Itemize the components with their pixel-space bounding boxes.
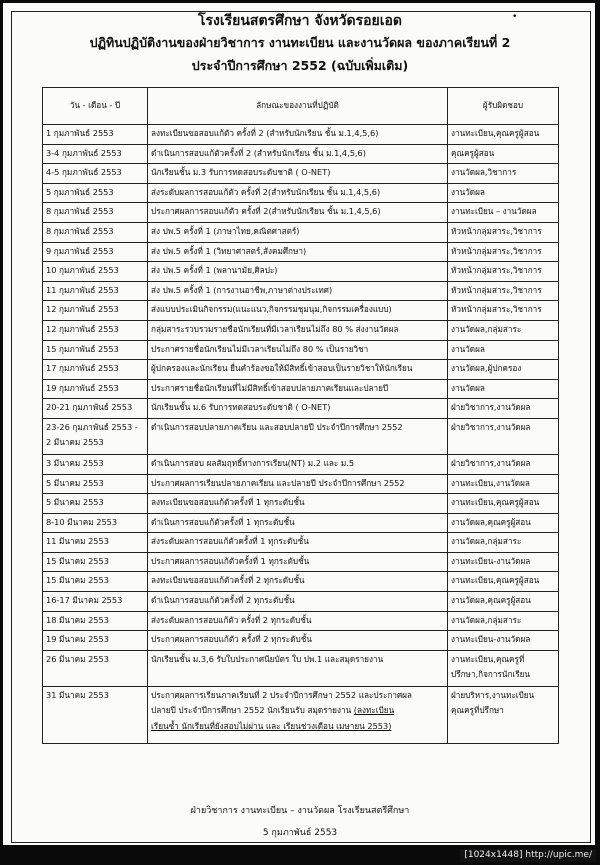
cell-owner: ฝ่ายวิชาการ,งานวัดผล xyxy=(448,399,559,419)
cell-task: ดำเนินการสอบปลายภาคเรียน และสอบปลายปี ประจำปีการศึกษา 2552 xyxy=(148,418,448,454)
cell-date: 26 มีนาคม 2553 xyxy=(43,650,148,686)
cell-date: 19 กุมภาพันธ์ 2553 xyxy=(43,379,148,399)
task-line: ปลายปี ประจำปีการศึกษา 2552 นักเรียนรับ สมุดรายงาน xyxy=(151,705,354,716)
table-row xyxy=(43,533,559,553)
cell-task: ส่งแบบประเมินกิจกรรม(แนะแนว,กิจกรรมชุมนุม,กิจกรรมเครื่องแบบ) xyxy=(148,301,448,321)
cell-date: 3 มีนาคม 2553 xyxy=(43,454,148,474)
table-row xyxy=(43,552,559,572)
cell-owner: หัวหน้ากลุ่มสาระ,วิชาการ xyxy=(448,242,559,262)
table-header-row xyxy=(43,88,559,125)
calendar-table xyxy=(42,87,559,744)
cell-date: 11 กุมภาพันธ์ 2553 xyxy=(43,281,148,301)
cell-task: ส่ง ปพ.5 ครั้งที่ 1 (พลานามัย,ศิลปะ) xyxy=(148,262,448,282)
cell-task: กลุ่มสาระรวบรวมรายชื่อนักเรียนที่มีเวลาเรียนไม่ถึง 80 % ส่งงานวัดผล xyxy=(148,320,448,340)
cell-date: 23-26 กุมภาพันธ์ 2553 - 2 มีนาคม 2553 xyxy=(43,418,148,454)
cell-owner: คุณครูผู้สอน xyxy=(448,144,559,164)
cell-task: ดำเนินการสอบแก้ตัวครั้งที่ 2 ทุกระดับชั้น xyxy=(148,592,448,612)
table-row xyxy=(43,592,559,612)
cell-date: 17 กุมภาพันธ์ 2553 xyxy=(43,360,148,380)
column-header-task: ลักษณะของงานที่ปฏิบัติ xyxy=(148,88,448,125)
cell-date: 12 กุมภาพันธ์ 2553 xyxy=(43,320,148,340)
table-row xyxy=(43,611,559,631)
table-row xyxy=(43,183,559,203)
cell-owner: หัวหน้ากลุ่มสาระ,วิชาการ xyxy=(448,262,559,282)
table-row xyxy=(43,242,559,262)
cell-task: ดำเนินการสอบแก้ตัวครั้งที่ 2 (สำหรับนักเรียน ชั้น ม.1,4,5,6) xyxy=(148,144,448,164)
cell-owner: งานทะเบียน,คุณครูผู้สอน xyxy=(448,494,559,514)
cell-task xyxy=(148,686,448,743)
cell-owner: งานวัดผล,คุณครูผู้สอน xyxy=(448,592,559,612)
cell-date: 8 กุมภาพันธ์ 2553 xyxy=(43,203,148,223)
cell-date: 16-17 มีนาคม 2553 xyxy=(43,592,148,612)
cell-date: 20-21 กุมภาพันธ์ 2553 xyxy=(43,399,148,419)
cell-owner: งานวัดผล xyxy=(448,379,559,399)
cell-owner: งานทะเบียน,คุณครูผู้สอน xyxy=(448,572,559,592)
cell-owner: หัวหน้ากลุ่มสาระ,วิชาการ xyxy=(448,222,559,242)
document-subtitle: ประจำปีการศึกษา 2552 (ฉบับเพิ่มเติม) xyxy=(191,58,409,73)
cell-date: 15 มีนาคม 2553 xyxy=(43,552,148,572)
cell-task: ประกาศผลการเรียนปลายภาคเรียน และปลายปี ประจำปีการศึกษา 2552 xyxy=(148,474,448,494)
table-row xyxy=(43,320,559,340)
cell-task: ดำเนินการสอบแก้ตัวครั้งที่ 1 ทุกระดับชั้น xyxy=(148,513,448,533)
watermark-stamp: [1024x1448] http://upic.me/ xyxy=(460,849,596,862)
cell-owner: งานวัดผล,กลุ่มสาระ xyxy=(448,320,559,340)
cell-task: นักเรียนชั้น ม.3,6 รับใบประกาศนียบัตร ใบ ปพ.1 และสมุดรายงาน xyxy=(148,650,448,686)
table-row xyxy=(43,686,559,743)
table-row xyxy=(43,222,559,242)
cell-date: 12 กุมภาพันธ์ 2553 xyxy=(43,301,148,321)
cell-task: ส่ง ปพ.5 ครั้งที่ 1 (การงานอาชีพ,ภาษาต่างประเทศ) xyxy=(148,281,448,301)
cell-owner: งานทะเบียน,คุณครูผู้สอน xyxy=(448,125,559,145)
cell-date: 10 กุมภาพันธ์ 2553 xyxy=(43,262,148,282)
cell-task: ประกาศผลการสอบแก้ตัว ครั้งที่ 2 ทุกระดับชั้น xyxy=(148,631,448,651)
task-line: ประกาศผลการเรียนภาคเรียนที่ 2 ประจำปีการศึกษา 2552 และประกาศผล xyxy=(151,689,412,700)
column-header-date: วัน - เดือน - ปี xyxy=(43,88,148,125)
table-row xyxy=(43,631,559,651)
column-header-owner: ผู้รับผิดชอบ xyxy=(448,88,559,125)
table-row xyxy=(43,144,559,164)
cell-date: 5 มีนาคม 2553 xyxy=(43,494,148,514)
table-row xyxy=(43,301,559,321)
footer-department: ฝ่ายวิชาการ งานทะเบียน – งานวัดผล โรงเรียนสตรีศึกษา xyxy=(190,806,410,816)
cell-owner: หัวหน้ากลุ่มสาระ,วิชาการ xyxy=(448,281,559,301)
cell-task: ส่งระดับผลการสอบแก้ตัว ครั้งที่ 2 ทุกระดับชั้น xyxy=(148,611,448,631)
table-row xyxy=(43,650,559,686)
owner-line: คุณครูที่ปรึกษา xyxy=(451,705,504,716)
table-row xyxy=(43,281,559,301)
cell-date: 8 กุมภาพันธ์ 2553 xyxy=(43,222,148,242)
cell-owner xyxy=(448,686,559,743)
cell-date: 18 มีนาคม 2553 xyxy=(43,611,148,631)
table-row xyxy=(43,454,559,474)
cell-task: ดำเนินการสอบ ผลสัมฤทธิ์ทางการเรียน(NT) ม.2 และ ม.5 xyxy=(148,454,448,474)
cell-owner: งานวัดผล xyxy=(448,340,559,360)
table-row xyxy=(43,125,559,145)
table-row xyxy=(43,203,559,223)
page-mark: • xyxy=(512,12,518,22)
cell-task: ส่ง ปพ.5 ครั้งที่ 1 (วิทยาศาสตร์,สังคมศึกษา) xyxy=(148,242,448,262)
cell-owner: งานวัดผล,ผู้ปกครอง xyxy=(448,360,559,380)
cell-task: ลงทะเบียนขอสอบแก้ตัวครั้งที่ 1 ทุกระดับชั้น xyxy=(148,494,448,514)
table-row xyxy=(43,164,559,184)
cell-task: ประกาศรายชื่อนักเรียนที่ไม่มีสิทธิ์เข้าสอบปลายภาคเรียนและปลายปี xyxy=(148,379,448,399)
cell-task: ส่งระดับผลการสอบแก้ตัวครั้งที่ 1 ทุกระดับชั้น xyxy=(148,533,448,553)
cell-date: 15 มีนาคม 2553 xyxy=(43,572,148,592)
table-row xyxy=(43,379,559,399)
cell-date: 1 กุมภาพันธ์ 2553 xyxy=(43,125,148,145)
table-row xyxy=(43,340,559,360)
cell-owner: งานวัดผล,คุณครูผู้สอน xyxy=(448,513,559,533)
cell-date: 5 กุมภาพันธ์ 2553 xyxy=(43,183,148,203)
cell-date: 4-5 กุมภาพันธ์ 2553 xyxy=(43,164,148,184)
table-row xyxy=(43,572,559,592)
cell-date: 31 มีนาคม 2553 xyxy=(43,686,148,743)
document-title: ปฏิทินปฏิบัติงานของฝ่ายวิชาการ งานทะเบียน และงานวัดผล ของภาคเรียนที่ 2 xyxy=(89,35,511,50)
cell-owner: งานทะเบียน-งานวัดผล xyxy=(448,631,559,651)
cell-task: ประกาศรายชื่อนักเรียนไม่มีเวลาเรียนไม่ถึง 80 % เป็นรายวิชา xyxy=(148,340,448,360)
cell-owner: งานวัดผล xyxy=(448,183,559,203)
table-row xyxy=(43,360,559,380)
cell-task: ประกาศผลการสอบแก้ตัว ครั้งที่ 2(สำหรับนักเรียน ชั้น ม.1,4,5,6) xyxy=(148,203,448,223)
cell-task: ส่งระดับผลการสอบแก้ตัว ครั้งที่ 2(สำหรับนักเรียน ชั้น ม.1,4,5,6) xyxy=(148,183,448,203)
owner-line: ฝ่ายบริหาร,งานทะเบียน xyxy=(451,689,535,700)
cell-date: 19 มีนาคม 2553 xyxy=(43,631,148,651)
footer-date: 5 กุมภาพันธ์ 2553 xyxy=(262,828,338,838)
cell-date: 3-4 กุมภาพันธ์ 2553 xyxy=(43,144,148,164)
cell-owner xyxy=(448,650,559,686)
table-row xyxy=(43,513,559,533)
cell-task: ประกาศผลการสอบแก้ตัวครั้งที่ 1 ทุกระดับชั้น xyxy=(148,552,448,572)
table-row xyxy=(43,494,559,514)
cell-task: ลงทะเบียนขอสอบแก้ตัวครั้งที่ 2 ทุกระดับชั้น xyxy=(148,572,448,592)
cell-owner: งานทะเบียน – งานวัดผล xyxy=(448,203,559,223)
cell-date: 9 กุมภาพันธ์ 2553 xyxy=(43,242,148,262)
school-name: โรงเรียนสตรศึกษา จังหวัดรอยเอด xyxy=(197,13,403,29)
table-row xyxy=(43,474,559,494)
cell-task: ลงทะเบียนขอสอบแก้ตัว ครั้งที่ 2 (สำหรับนักเรียน ชั้น ม.1,4,5,6) xyxy=(148,125,448,145)
cell-task: ผู้ปกครองและนักเรียน ยื่นคำร้องขอให้มีสิทธิ์เข้าสอบเป็นรายวิชาให้นักเรียน xyxy=(148,360,448,380)
cell-owner: งานทะเบียน-งานวัดผล xyxy=(448,552,559,572)
cell-owner: งานทะเบียน,งานวัดผล xyxy=(448,474,559,494)
cell-owner: งานวัดผล,กลุ่มสาระ xyxy=(448,533,559,553)
cell-owner: ฝ่ายวิชาการ,งานวัดผล xyxy=(448,454,559,474)
cell-date: 5 มีนาคม 2553 xyxy=(43,474,148,494)
task-underlined: เรียนซ้ำ นักเรียนที่ยังสอบไม่ผ่าน และ เรียนช่วงเดือน เมษายน 2553) xyxy=(151,720,392,731)
cell-task: นักเรียนชั้น ม.3 รับการทดสอบระดับชาติ ( O-NET) xyxy=(148,164,448,184)
table-row xyxy=(43,418,559,454)
table-row xyxy=(43,262,559,282)
cell-owner: หัวหน้ากลุ่มสาระ,วิชาการ xyxy=(448,301,559,321)
cell-date: 11 มีนาคม 2553 xyxy=(43,533,148,553)
cell-owner: งานวัดผล,กลุ่มสาระ xyxy=(448,611,559,631)
cell-date: 8-10 มีนาคม 2553 xyxy=(43,513,148,533)
table-row xyxy=(43,399,559,419)
cell-owner: งานวัดผล,วิชาการ xyxy=(448,164,559,184)
cell-task: นักเรียนชั้น ม.6 รับการทดสอบระดับชาติ ( O-NET) xyxy=(148,399,448,419)
cell-task: ส่ง ปพ.5 ครั้งที่ 1 (ภาษาไทย,คณิตศาสตร์) xyxy=(148,222,448,242)
owner-line: งานทะเบียน,คุณครูที่ xyxy=(451,653,525,664)
owner-line: ปรึกษา,กิจการนักเรียน xyxy=(451,669,531,680)
task-underlined: (ลงทะเบียน xyxy=(353,705,395,716)
cell-owner: ฝ่ายวิชาการ,งานวัดผล xyxy=(448,418,559,454)
cell-date: 15 กุมภาพันธ์ 2553 xyxy=(43,340,148,360)
